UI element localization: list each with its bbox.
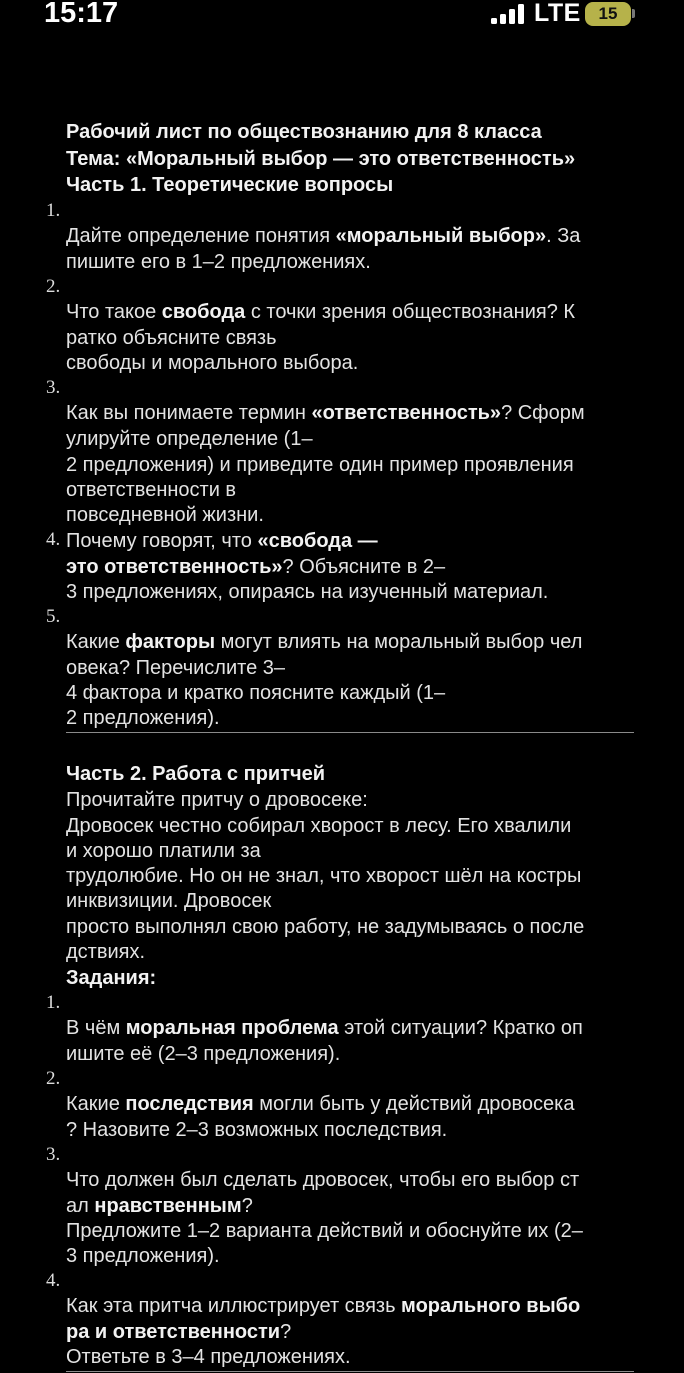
t4-number: 4. — [46, 1270, 61, 1291]
q4-number: 4. — [46, 529, 61, 550]
q3-line3: 2 предложения) и приведите один пример проявления — [66, 454, 574, 476]
parable-line: трудолюбие. Но он не знал, что хворост шёл на костры — [66, 865, 582, 887]
q5-number: 5. — [46, 606, 61, 627]
q2-line3: свободы и морального выбора. — [66, 352, 359, 374]
t2-line2: ? Назовите 2–3 возможных последствия. — [66, 1119, 448, 1141]
signal-bars-icon — [491, 4, 525, 24]
q4-line3: 3 предложениях, опираясь на изученный материал. — [66, 581, 549, 603]
part2-heading: Часть 2. Работа с притчей — [66, 763, 326, 785]
status-time: 15:17 — [44, 0, 119, 29]
q1-line2: пишите его в 1–2 предложениях. — [66, 251, 371, 273]
t1-number: 1. — [46, 992, 61, 1013]
parable-line: дствиях. — [66, 941, 146, 963]
divider — [66, 732, 634, 733]
t1-line2: ишите её (2–3 предложения). — [66, 1043, 341, 1065]
q3-number: 3. — [46, 377, 61, 398]
t2-number: 2. — [46, 1068, 61, 1089]
q3-line5: повседневной жизни. — [66, 504, 264, 526]
q4-line1: Почему говорят, что «свобода — — [66, 530, 378, 552]
divider — [66, 1371, 634, 1372]
q2-line2: ратко объясните связь — [66, 327, 277, 349]
battery-level: 15 — [598, 4, 618, 23]
q4-line2: это ответственность»? Объясните в 2– — [66, 556, 446, 578]
t4-line3: Ответьте в 3–4 предложениях. — [66, 1346, 351, 1368]
tasks-heading: Задания: — [66, 967, 157, 989]
network-type: LTE — [534, 0, 581, 27]
battery-icon — [585, 2, 631, 26]
status-bar — [0, 0, 684, 34]
t2-line1: Какие последствия могли быть у действий дровосека — [66, 1093, 575, 1115]
q3-line2: улируйте определение (1– — [66, 428, 313, 450]
doc-topic: Тема: «Моральный выбор — это ответственность» — [66, 148, 576, 170]
q2-number: 2. — [46, 276, 61, 297]
q5-line1: Какие факторы могут влиять на моральный выбор чел — [66, 631, 583, 653]
q2-line1: Что такое свобода с точки зрения обществознания? К — [66, 301, 576, 323]
t3-number: 3. — [46, 1144, 61, 1165]
q5-line2: овека? Перечислите 3– — [66, 657, 286, 679]
t3-line3: Предложите 1–2 варианта действий и обоснуйте их (2– — [66, 1220, 583, 1242]
doc-title: Рабочий лист по обществознанию для 8 класса — [66, 121, 542, 143]
t3-line4: 3 предложения). — [66, 1245, 220, 1267]
parable-line: просто выполнял свою работу, не задумываясь о после — [66, 916, 585, 938]
t3-line2: ал нравственным? — [66, 1195, 253, 1217]
battery-tip — [632, 9, 635, 18]
q1-number: 1. — [46, 200, 61, 221]
t4-line2: ра и ответственности? — [66, 1321, 292, 1343]
q5-line4: 2 предложения). — [66, 707, 220, 729]
q5-line3: 4 фактора и кратко поясните каждый (1– — [66, 682, 446, 704]
parable-line: и хорошо платили за — [66, 840, 261, 862]
t3-line1: Что должен был сделать дровосек, чтобы его выбор ст — [66, 1169, 580, 1191]
t1-line1: В чём моральная проблема этой ситуации? Кратко оп — [66, 1017, 583, 1039]
parable-intro: Прочитайте притчу о дровосеке: — [66, 789, 368, 811]
q1-line1: Дайте определение понятия «моральный выбор». За — [66, 225, 581, 247]
q3-line1: Как вы понимаете термин «ответственность»? Сформ — [66, 402, 585, 424]
t4-line1: Как эта притча иллюстрирует связь морального выбо — [66, 1295, 581, 1317]
parable-line: Дровосек честно собирал хворост в лесу. Его хвалили — [66, 815, 572, 837]
part1-heading: Часть 1. Теоретические вопросы — [66, 174, 394, 196]
parable-line: инквизиции. Дровосек — [66, 890, 272, 912]
q3-line4: ответственности в — [66, 479, 237, 501]
